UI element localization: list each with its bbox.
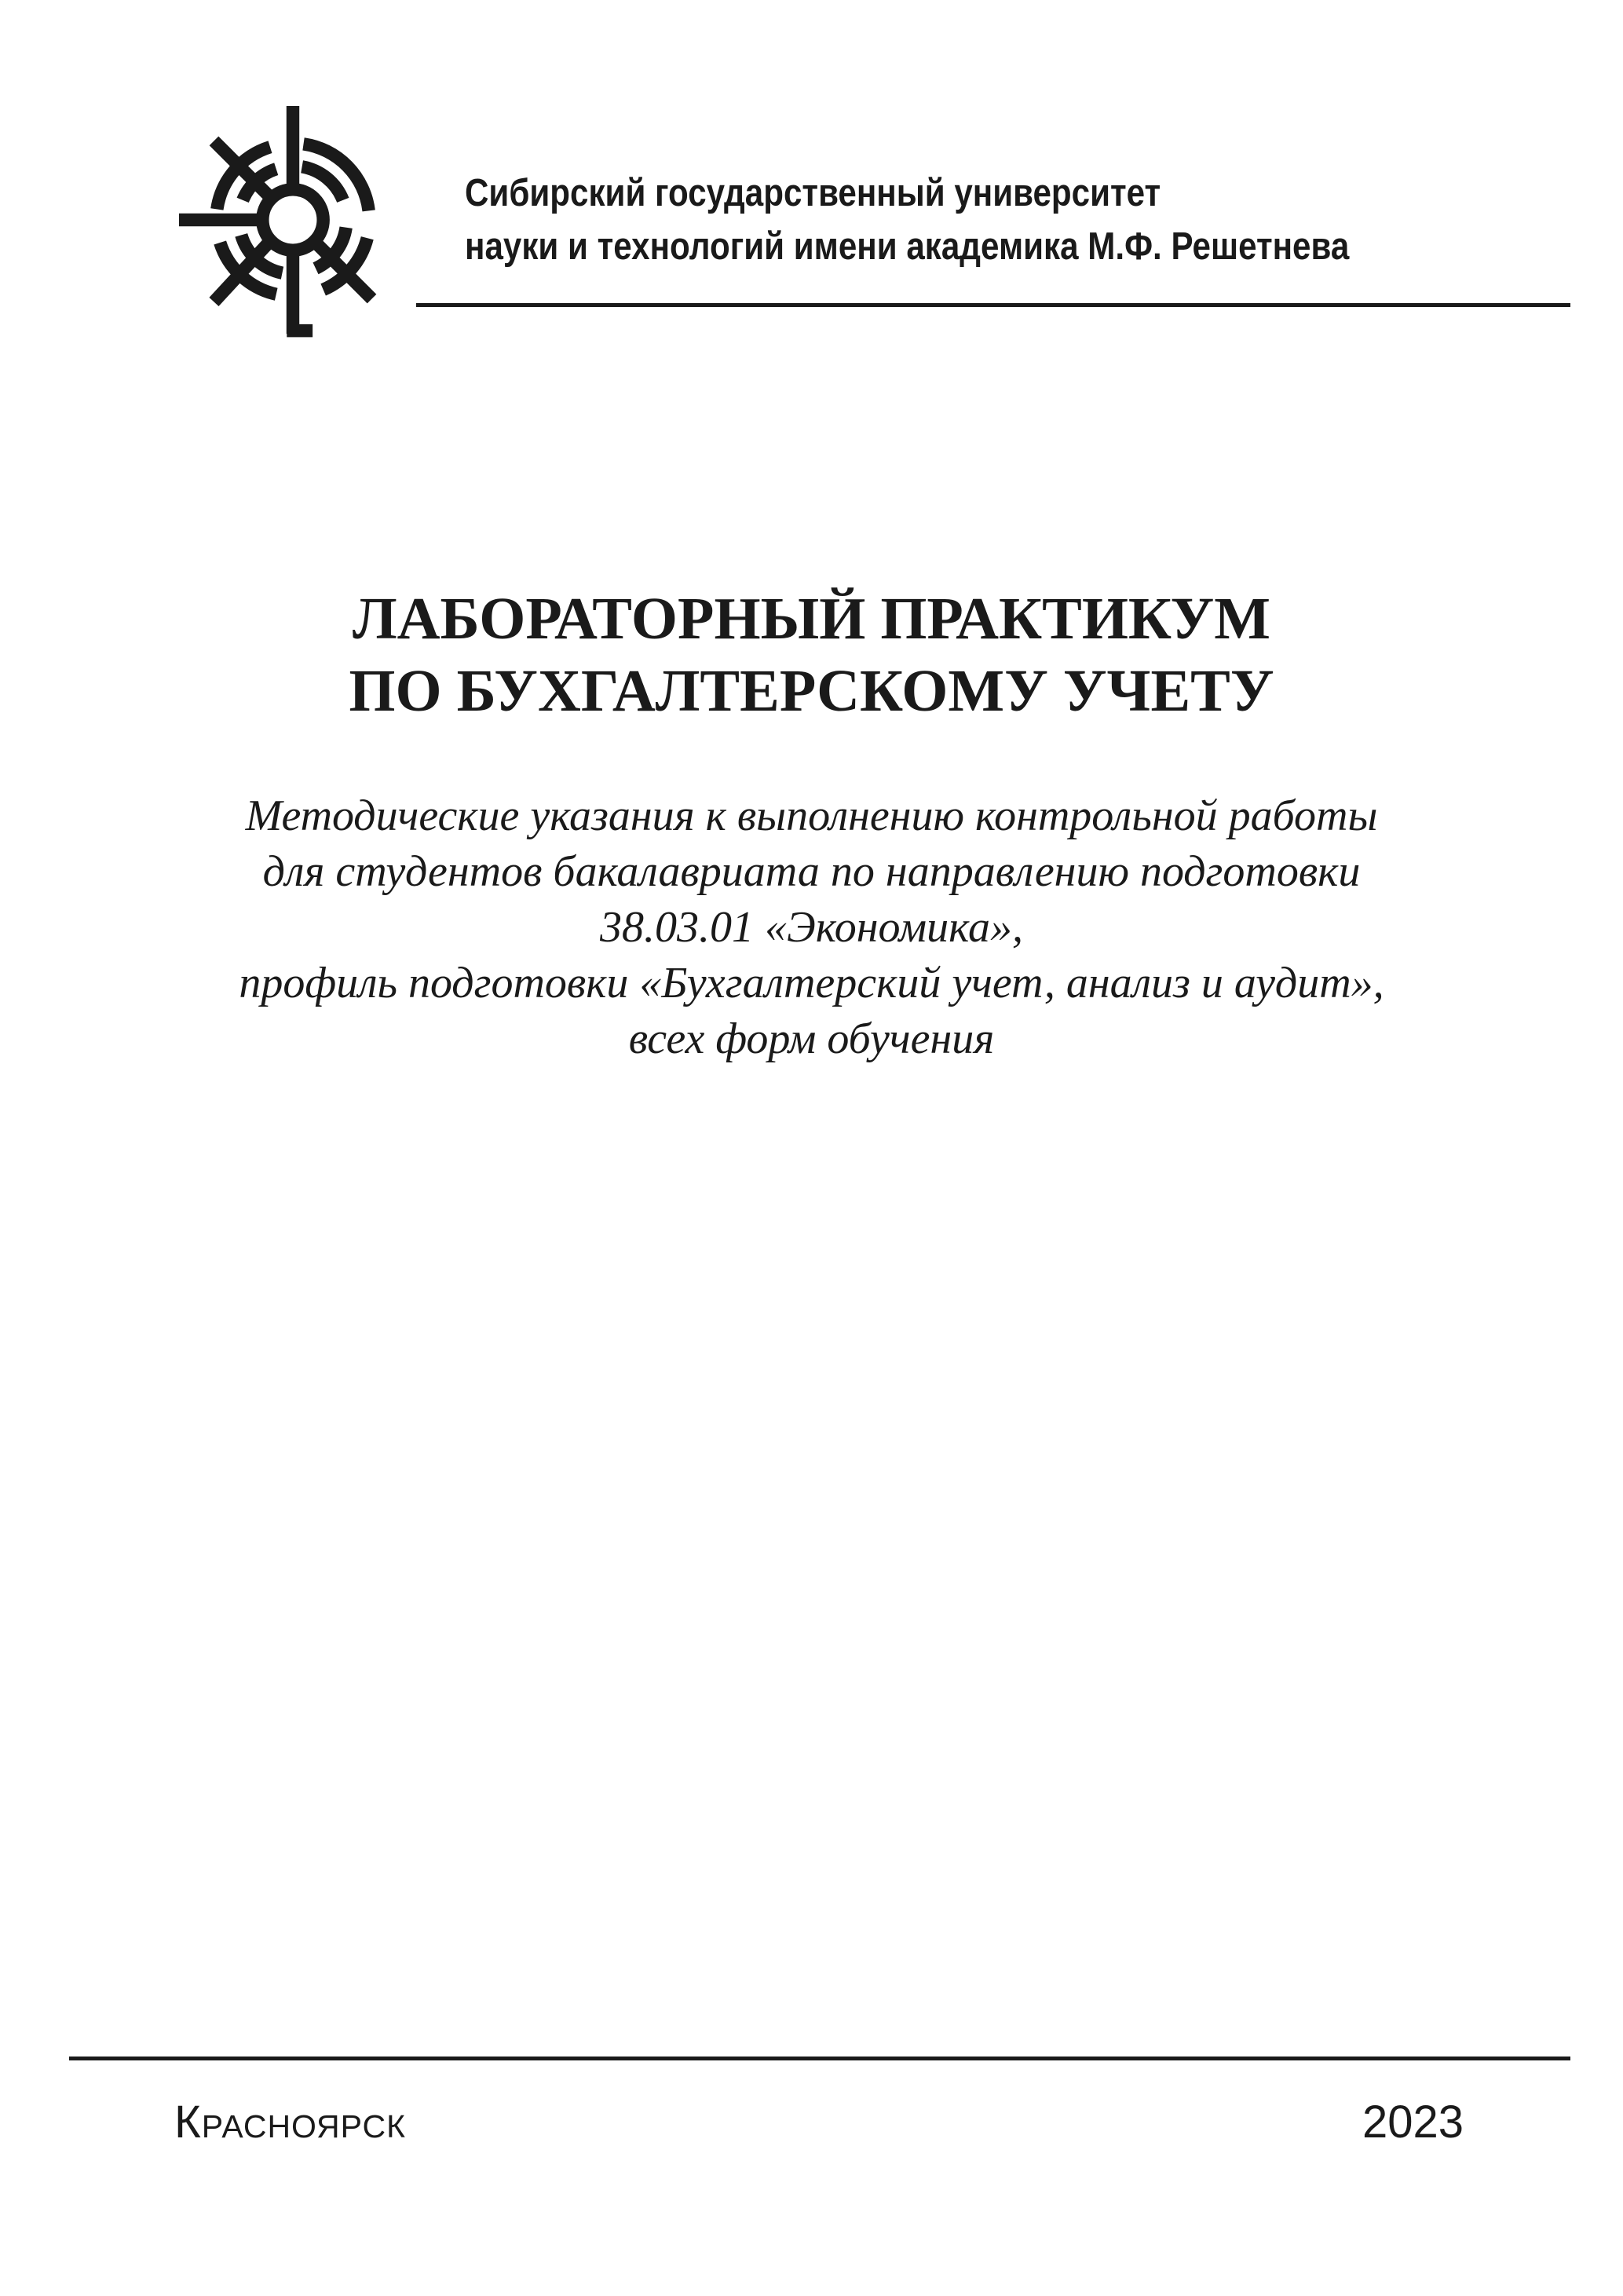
subtitle-line3: 38.03.01 «Экономика»,	[600, 903, 1023, 952]
title-line2: ПО БУХГАЛТЕРСКОМУ УЧЕТУ	[349, 658, 1274, 724]
university-name-line2: науки и технологий имени академика М.Ф. Решетнева	[465, 225, 1350, 268]
university-name-line1: Сибирский государственный университет	[465, 172, 1161, 214]
document-subtitle	[0, 788, 1623, 1067]
publication-city: Красноярск	[174, 2097, 407, 2148]
subtitle-line1: Методические указания к выполнению контрольной работы	[245, 792, 1378, 840]
document-title	[0, 583, 1623, 727]
header-divider	[416, 303, 1570, 307]
university-emblem-icon	[179, 98, 407, 342]
subtitle-line2: для студентов бакалавриата по направлению подготовки	[262, 847, 1361, 896]
university-name	[465, 166, 1349, 273]
subtitle-line5: всех форм обучения	[628, 1015, 995, 1063]
footer-divider	[69, 2057, 1570, 2060]
publication-year: 2023	[1362, 2097, 1464, 2148]
subtitle-line4: профиль подготовки «Бухгалтерский учет, анализ и аудит»,	[239, 959, 1384, 1007]
title-line1: ЛАБОРАТОРНЫЙ ПРАКТИКУМ	[352, 586, 1271, 652]
